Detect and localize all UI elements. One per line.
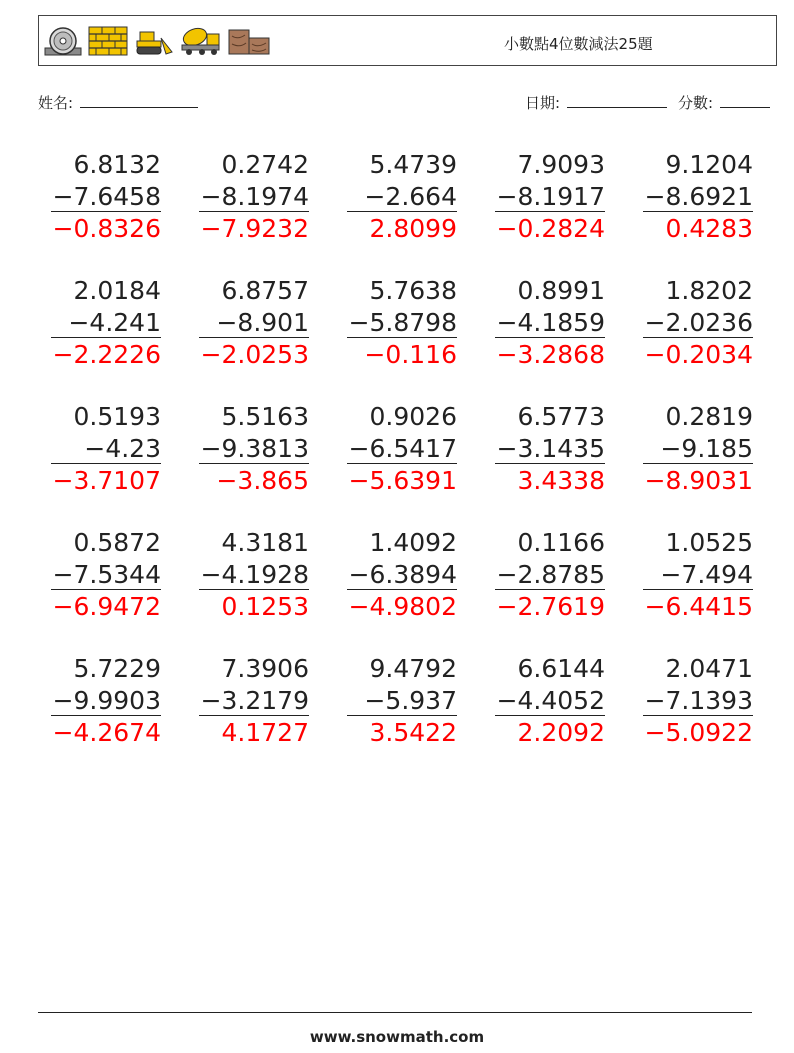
page-title: 小數點4位數減法25題: [504, 35, 653, 53]
footer-site: www.snowmath.com: [309, 1028, 485, 1046]
problem: [199, 149, 309, 245]
minuend: 0.2742: [221, 150, 309, 179]
subtrahend: −8.901: [199, 307, 309, 339]
answer: 0.1253: [221, 592, 309, 621]
subtrahend: −7.5344: [52, 560, 161, 589]
subtrahend: −4.241: [51, 307, 161, 339]
answer: 4.1727: [221, 718, 309, 747]
minuend: 0.8991: [517, 276, 605, 305]
answer: −5.6391: [348, 466, 457, 495]
answer: −6.9472: [52, 592, 161, 621]
subtrahend: −7.1393: [644, 686, 753, 715]
subtrahend: −4.1859: [496, 308, 605, 337]
subtrahend: −9.185: [643, 433, 753, 465]
minuend: 0.2819: [665, 402, 753, 431]
subtrahend: −2.0236: [644, 308, 753, 337]
problem: [199, 653, 309, 749]
answer: 3.5422: [369, 718, 457, 747]
problem: [51, 653, 161, 749]
problem: [51, 401, 161, 497]
problem: [643, 401, 753, 497]
minuend: 0.5872: [73, 528, 161, 557]
problem: [51, 149, 161, 245]
answer: −6.4415: [644, 592, 753, 621]
score-label: 分數:: [678, 94, 714, 112]
minuend: 7.3906: [221, 654, 309, 683]
problem: [51, 527, 161, 623]
answer: 2.8099: [369, 214, 457, 243]
answer: −7.9232: [200, 214, 309, 243]
minuend: 9.1204: [665, 150, 753, 179]
minuend: 6.5773: [517, 402, 605, 431]
problem: [347, 653, 457, 749]
brick-wall-icon: [88, 26, 128, 56]
header-icons: [44, 24, 270, 58]
subtrahend: −4.4052: [496, 686, 605, 715]
subtrahend: −9.3813: [200, 434, 309, 463]
minuend: 6.8132: [73, 150, 161, 179]
problem: [347, 275, 457, 371]
subtrahend: −6.5417: [348, 434, 457, 463]
worksheet-header: [38, 15, 777, 66]
problem: [199, 275, 309, 371]
answer: 0.4283: [665, 214, 753, 243]
problem: [643, 275, 753, 371]
subtrahend: −8.6921: [644, 182, 753, 211]
problem: [495, 149, 605, 245]
subtrahend: −3.1435: [496, 434, 605, 463]
answer: −2.0253: [200, 340, 309, 369]
minuend: 5.7638: [369, 276, 457, 305]
minuend: 1.8202: [665, 276, 753, 305]
date-field: [525, 92, 667, 113]
problem: [495, 275, 605, 371]
subtrahend: −2.664: [347, 181, 457, 213]
minuend: 6.6144: [517, 654, 605, 683]
problem: [495, 653, 605, 749]
subtrahend: −7.6458: [52, 182, 161, 211]
subtrahend: −4.1928: [200, 560, 309, 589]
answer: −0.116: [364, 340, 457, 369]
minuend: 5.4739: [369, 150, 457, 179]
answer: −8.9031: [644, 466, 753, 495]
problem: [495, 527, 605, 623]
minuend: 9.4792: [369, 654, 457, 683]
saw-blade-icon: [44, 26, 82, 56]
name-blank[interactable]: [80, 93, 198, 108]
problem: [199, 527, 309, 623]
problem: [347, 149, 457, 245]
minuend: 2.0471: [665, 654, 753, 683]
subtrahend: −5.8798: [348, 308, 457, 337]
problem: [643, 653, 753, 749]
problem: [51, 275, 161, 371]
minuend: 5.5163: [221, 402, 309, 431]
minuend: 1.4092: [369, 528, 457, 557]
minuend: 1.0525: [665, 528, 753, 557]
answer: −3.2868: [496, 340, 605, 369]
name-field: [38, 92, 198, 113]
subtrahend: −6.3894: [348, 560, 457, 589]
wood-planks-icon: [228, 26, 270, 56]
date-label: 日期:: [525, 94, 561, 112]
answer: −0.2824: [496, 214, 605, 243]
problem: [495, 401, 605, 497]
answer: −4.9802: [348, 592, 457, 621]
minuend: 5.7229: [73, 654, 161, 683]
problem: [643, 149, 753, 245]
answer: 2.2092: [517, 718, 605, 747]
answer: 3.4338: [517, 466, 605, 495]
score-blank[interactable]: [720, 93, 770, 108]
problem: [643, 527, 753, 623]
answer: −3.865: [216, 466, 309, 495]
subtrahend: −7.494: [643, 559, 753, 591]
answer: −2.7619: [496, 592, 605, 621]
answer: −5.0922: [644, 718, 753, 747]
minuend: 6.8757: [221, 276, 309, 305]
minuend: 0.9026: [369, 402, 457, 431]
subtrahend: −8.1974: [200, 182, 309, 211]
subtrahend: −8.1917: [496, 182, 605, 211]
answer: −0.2034: [644, 340, 753, 369]
name-label: 姓名:: [38, 94, 74, 112]
minuend: 0.1166: [517, 528, 605, 557]
problem: [199, 401, 309, 497]
answer: −0.8326: [52, 214, 161, 243]
concrete-mixer-icon: [180, 26, 222, 56]
subtrahend: −4.23: [51, 433, 161, 465]
subtrahend: −5.937: [347, 685, 457, 717]
subtrahend: −2.8785: [496, 560, 605, 589]
date-blank[interactable]: [567, 93, 667, 108]
problem: [347, 401, 457, 497]
answer: −2.2226: [52, 340, 161, 369]
minuend: 7.9093: [517, 150, 605, 179]
answer: −4.2674: [52, 718, 161, 747]
footer-divider: [38, 1012, 752, 1013]
answer: −3.7107: [52, 466, 161, 495]
subtrahend: −3.2179: [200, 686, 309, 715]
bulldozer-icon: [134, 26, 174, 56]
subtrahend: −9.9903: [52, 686, 161, 715]
problem: [347, 527, 457, 623]
minuend: 2.0184: [73, 276, 161, 305]
score-field: [678, 92, 770, 113]
minuend: 4.3181: [221, 528, 309, 557]
minuend: 0.5193: [73, 402, 161, 431]
